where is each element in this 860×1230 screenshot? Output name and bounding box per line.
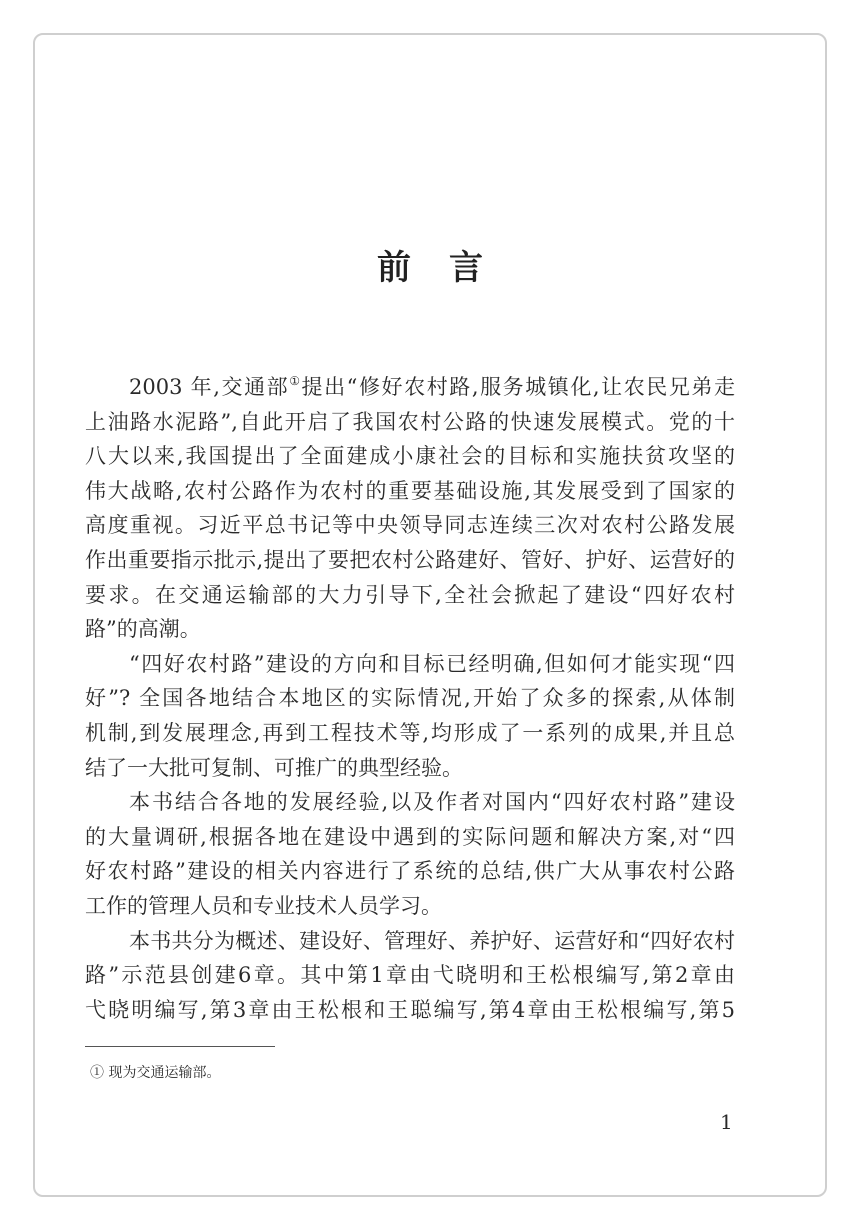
footnote-divider (85, 1046, 275, 1047)
text: 2003 年,交通部 (129, 375, 290, 399)
paragraph-2-line: 机制,到发展理念,再到工程技术等,均形成了一系列的成果,并且总 (85, 720, 735, 745)
paragraph-1-line: 上油路水泥路”,自此开启了我国农村公路的快速发展模式。党的十 (85, 409, 735, 434)
preface-body (85, 370, 735, 1027)
paragraph-1-line: 路”的高潮。 (85, 617, 201, 642)
paragraph-1-line: 高度重视。习近平总书记等中央领导同志连续三次对农村公路发展 (85, 513, 735, 538)
paragraph-3-line: 本书结合各地的发展经验,以及作者对国内“四好农村路”建设 (129, 790, 735, 815)
paragraph-3-line: 工作的管理人员和专业技术人员学习。 (85, 893, 442, 918)
paragraph-1-line: 伟大战略,农村公路作为农村的重要基础设施,其发展受到了国家的 (85, 478, 735, 503)
paragraph-4-line: 弋晓明编写,第3章由王松根和王聪编写,第4章由王松根编写,第5 (85, 997, 735, 1022)
paragraph-1-line: 作出重要指示批示,提出了要把农村公路建好、管好、护好、运营好的 (85, 547, 735, 572)
paragraph-4-line: 本书共分为概述、建设好、管理好、养护好、运营好和“四好农村 (129, 928, 735, 953)
paragraph-1-line: 八大以来,我国提出了全面建成小康社会的目标和实施扶贫攻坚的 (85, 444, 735, 469)
text: 提出“修好农村路,服务城镇化,让农民兄弟走 (301, 375, 735, 399)
paragraph-1-line-1 (85, 370, 735, 405)
footnote: ① 现为交通运输部。 (90, 1065, 221, 1081)
paragraph-2-line: 结了一大批可复制、可推广的典型经验。 (85, 755, 463, 780)
page-number: 1 (720, 1110, 733, 1134)
paragraph-3-line: 好农村路”建设的相关内容进行了系统的总结,供广大从事农村公路 (85, 859, 735, 884)
paragraph-3-line: 的大量调研,根据各地在建设中遇到的实际问题和解决方案,对“四 (85, 824, 735, 849)
paragraph-2-line: 好”? 全国各地结合本地区的实际情况,开始了众多的探索,从体制 (85, 686, 735, 711)
footnote-marker[interactable]: ① (289, 374, 302, 388)
paragraph-1-line: 要求。在交通运输部的大力引导下,全社会掀起了建设“四好农村 (85, 582, 735, 607)
paragraph-4-line: 路”示范县创建6章。其中第1章由弋晓明和王松根编写,第2章由 (85, 963, 735, 988)
paragraph-2-line: “四好农村路”建设的方向和目标已经明确,但如何才能实现“四 (129, 651, 735, 676)
page-title: 前言 (377, 248, 521, 288)
